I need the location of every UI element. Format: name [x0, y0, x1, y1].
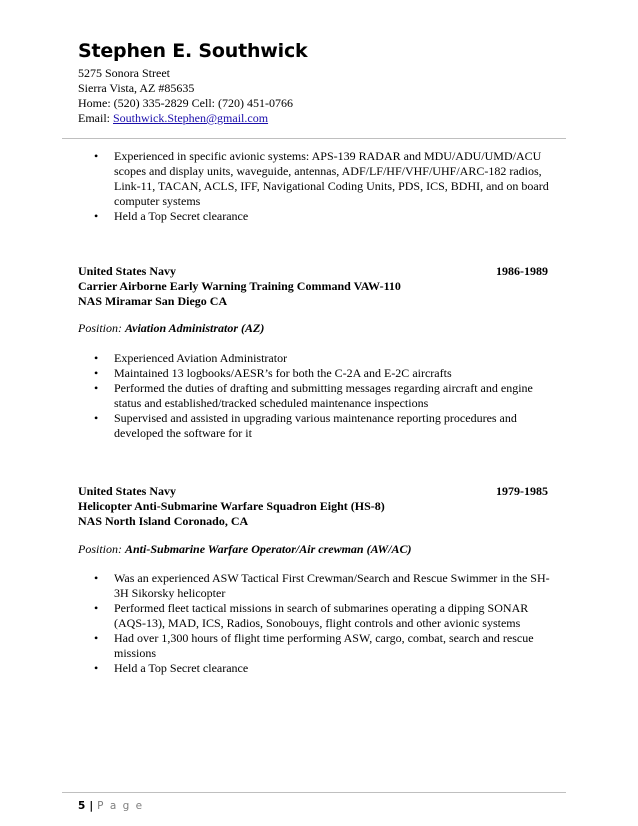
header-divider [62, 138, 566, 139]
bullet-icon: • [94, 571, 99, 585]
list-item: • Was an experienced ASW Tactical First Crewman/Search and Rescue Swimmer in the SH-3H Sikorsky helicopter [94, 571, 550, 600]
job-bullet-list [78, 571, 556, 676]
bullet-icon: • [94, 601, 99, 615]
position-title: Aviation Administrator (AZ) [125, 321, 265, 335]
candidate-name: Stephen E. Southwick [78, 40, 308, 62]
job-location: NAS Miramar San Diego CA [78, 294, 228, 308]
list-item: • Performed the duties of drafting and submitting messages regarding aircraft and engine status and established/tracked scheduled maintenance inspections [94, 381, 533, 410]
bullet-icon: • [94, 209, 99, 223]
email-link[interactable]: Southwick.Stephen@gmail.com [113, 111, 269, 125]
job-unit: Carrier Airborne Early Warning Training Command VAW-110 [78, 279, 401, 293]
page-number: 5 [78, 800, 86, 812]
email-label: Email: [78, 111, 113, 125]
bullet-icon: • [94, 631, 99, 645]
email-line [78, 111, 293, 126]
address-line-1: 5275 Sonora Street [78, 66, 170, 80]
list-item: • Maintained 13 logbooks/AESR’s for both the C-2A and E-2C aircrafts [94, 366, 452, 380]
position-title: Anti-Submarine Warfare Operator/Air crewman (AW/AC) [125, 542, 412, 556]
footer-separator: | [89, 800, 94, 812]
bullet-icon: • [94, 411, 99, 425]
bullet-icon: • [94, 381, 99, 395]
list-item: • Had over 1,300 hours of flight time performing ASW, cargo, combat, search and rescue missions [94, 631, 534, 660]
job-dates: 1986-1989 [496, 264, 548, 278]
position-label: Position: [78, 542, 125, 556]
list-item: • Held a Top Secret clearance [94, 661, 249, 675]
bullet-icon: • [94, 149, 99, 163]
job-header [78, 484, 548, 529]
contact-block [78, 66, 293, 126]
job-position [78, 542, 412, 557]
bullet-icon: • [94, 366, 99, 380]
job-unit: Helicopter Anti-Submarine Warfare Squadron Eight (HS-8) [78, 499, 385, 513]
job-location: NAS North Island Coronado, CA [78, 514, 249, 528]
bullet-icon: • [94, 351, 99, 365]
footer-divider [62, 792, 566, 793]
list-item: • Performed fleet tactical missions in search of submarines operating a dipping SONAR (AQS-13), MAD, ICS, Radios, Sonobouys, flight controls and other avionic systems [94, 601, 529, 630]
page-footer [78, 800, 144, 812]
position-label: Position: [78, 321, 125, 335]
address-line-2: Sierra Vista, AZ #85635 [78, 81, 195, 95]
list-item: • Experienced in specific avionic systems: APS-139 RADAR and MDU/ADU/UMD/ACU scopes and display units, waveguide, antennas, ADF/LF/HF/VHF/UHF/ARC-182 radios, Link-11, TACAN, ACLS, IFF, Navigational Coding Units, PDS, ICS, BDHI, and on board computer systems [94, 149, 549, 208]
job-org: United States Navy [78, 484, 176, 498]
job-bullet-list [78, 351, 556, 441]
phone-line: Home: (520) 335-2829 Cell: (720) 451-0766 [78, 96, 293, 110]
job-dates: 1979-1985 [496, 484, 548, 498]
summary-bullet-list [78, 149, 556, 224]
list-item: • Held a Top Secret clearance [94, 209, 249, 223]
job-org: United States Navy [78, 264, 176, 278]
bullet-icon: • [94, 661, 99, 675]
job-header [78, 264, 548, 309]
page-word: P a g e [97, 800, 144, 812]
job-position [78, 321, 264, 336]
list-item: • Supervised and assisted in upgrading various maintenance reporting procedures and developed the software for it [94, 411, 517, 440]
list-item: • Experienced Aviation Administrator [94, 351, 288, 365]
